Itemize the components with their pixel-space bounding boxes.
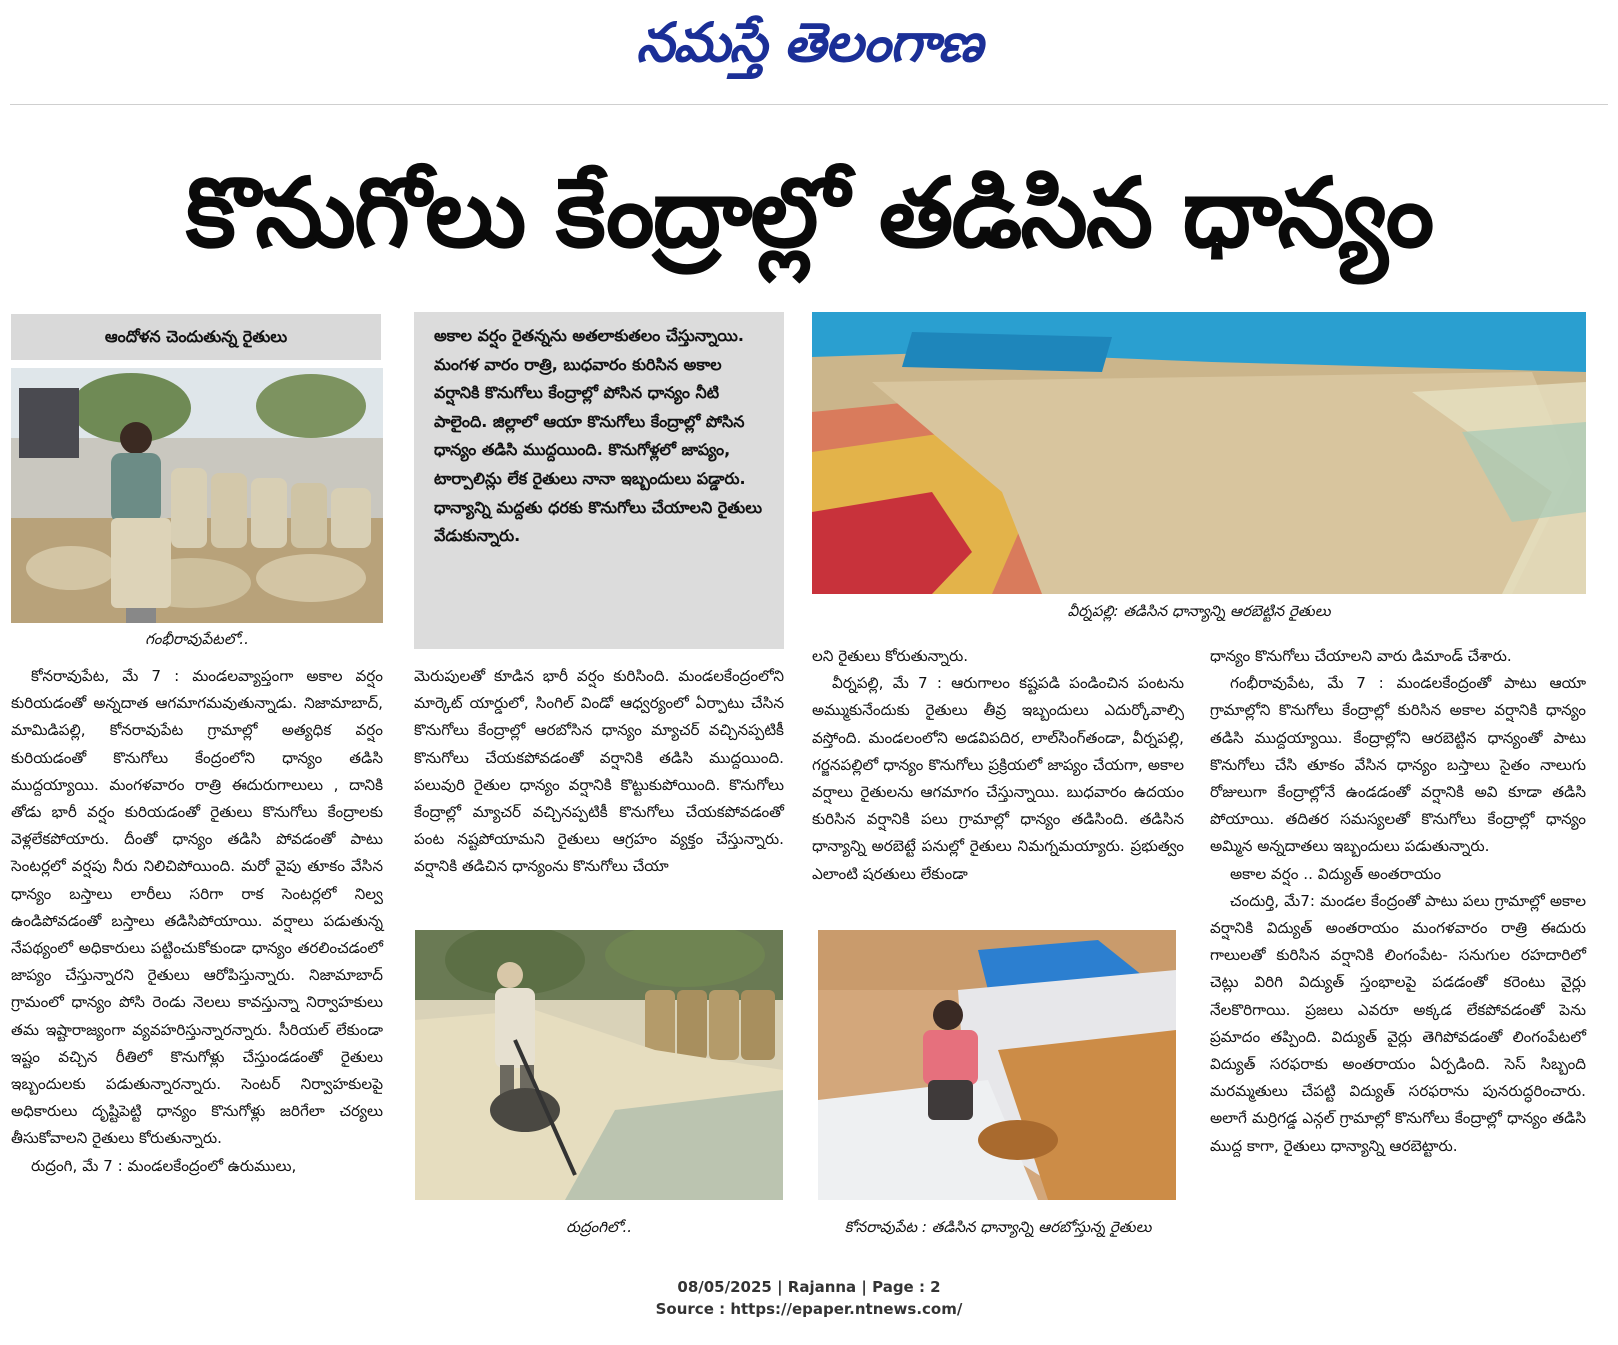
headline: కొనుగోలు కేంద్రాల్లో తడిసిన ధాన్యం [185, 157, 1433, 269]
photo-rudrangi [415, 930, 783, 1200]
col4-subtitle: అకాల వర్షం .. విద్యుత్ అంతరాయం [1230, 864, 1442, 883]
col3-photo2-caption: కోనరావుపేట : తడిసిన ధాన్యాన్ని ఆరబోస్తున్న రైతులు [844, 1218, 1152, 1236]
col2-paragraph: మెరుపులతో కూడిన భారీ వర్షం కురిసింది. మండలకేంద్రంలోని మార్కెట్ యార్డులో, సింగిల్ విండో ఆధ్వర్యంలో ఏర్పాటు చేసిన కొనుగోలు కేంద్రాల్లో ఆరబోసిన ధాన్యం మ్యాచర్ వచ్చినప్పటికీ కొనుగోలు చేయకపోవడంతో వర్షానికి తడిసి ముద్దయింది. పలువురి రైతుల ధాన్యం వర్షానికి కొట్టుకుపోయింది. కొనుగోలు కేంద్రాల్లో మ్యాచర్ వచ్చినప్పటికీ కొనుగోలు చేయకపోవడంతో పంట నష్టపోయామని రైతులు ఆగ్రహం వ్యక్తం చేస్తున్నారు. వర్షానికి తడిచిన ధాన్యంను కొనుగోలు చేయా [414, 667, 784, 876]
col3-paragraph: వీర్నపల్లి, మే 7 : ఆరుగాలం కష్టపడి పండించిన పంటను అమ్ముకునేందుకు రైతులు తీవ్ర ఇబ్బందులు ఎదుర్కోవాల్సి వస్తోంది. మండలంలోని అడవిపదిర, లాల్‌సింగ్‌తండా, వీర్నపల్లి, గర్జనపల్లిలో ధాన్యం కొనుగోలు ప్రక్రియలో జాప్యం చేయగా, అకాల వర్షాలు రైతులను ఆగమాగం చేస్తున్నాయి. బుధవారం ఉదయం కురిసిన వర్షానికి పలు గ్రామాల్లో ధాన్యం తడిసింది. తడిసిన ధాన్యాన్ని అరబెట్టే పనుల్లో రైతులు నిమగ్నమయ్యారు. ప్రభుత్వం ఎలాంటి షరతులు లేకుండా [812, 674, 1184, 883]
col4-paragraph: ధాన్యం కొనుగోలు చేయాలని వారు డిమాండ్ చేశారు. [1210, 647, 1512, 665]
footer-source-link[interactable]: Source : https://epaper.ntnews.com/ [655, 1300, 963, 1318]
col4-paragraph: చందుర్తి, మే7: మండల కేంద్రంతో పాటు పలు గ్రామాల్లో అకాల వర్షానికి విద్యుత్ అంతరాయం మంగళవారం రాత్రి ఈదురు గాలులతో కురిసిన వర్షానికి లింగంపేట- సనుగుల రహదారిలో చెట్లు విరిగి విద్యుత్ స్తంభాలపై పడడంతో కరెంటు వైర్లు నేలకొరిగాయి. ప్రజలు ఎవరూ అక్కడ లేకపోవడంతో పెను ప్రమాదం తప్పింది. విద్యుత్ వైర్లు తెగిపోవడంతో లింగంపేటలో విద్యుత్ సరఫరాకు అంతరాయం ఏర్పడింది. సెస్ సిబ్బంది మరమ్మతులు చేపట్టి విద్యుత్ సరఫరాను పునరుద్ధరించారు. అలాగే మర్రిగడ్డ ఎన్గల్ గ్రామాల్లో కొనుగోలు కేంద్రాల్లో ధాన్యం తడిసి ముద్ద కాగా, రైతులు ధాన్యాన్ని ఆరబెట్టారు. [1210, 891, 1586, 1155]
footer [0, 1276, 1618, 1320]
footer-date-edition: 08/05/2025 | Rajanna | Page : 2 [677, 1278, 941, 1296]
col1-subhead: ఆందోళన చెందుతున్న రైతులు [11, 314, 381, 360]
col1-photo-caption: గంభీరావుపేటలో.. [145, 630, 249, 648]
col4-paragraph: గంభీరావుపేట, మే 7 : మండలకేంద్రంతో పాటు ఆయా గ్రామాల్లోని కొనుగోలు కేంద్రాల్లో కురిసిన అకాల వర్షానికి ధాన్యం తడిసి ముద్దయ్యాయి. కేంద్రాల్లోని ఆరబెట్టిన ధాన్యంతో పాటు కొనుగోలు చేసి తూకం వేసిన ధాన్యం బస్తాలు సైతం నాలుగు రోజులుగా కేంద్రాల్లోనే ఉండడంతో వర్షానికి అవి కూడా తడిసి పోయాయి. తదితర సమస్యలతో కొనుగోలు కేంద్రాల్లో ధాన్యం అమ్మిన అన్నదాతలు ఇబ్బందులు పడుతున్నారు. [1210, 674, 1586, 856]
col1-paragraph: రుద్రంగి, మే 7 : మండలకేంద్రంలో ఉరుములు, [31, 1156, 297, 1175]
photo-konaraopet [818, 930, 1176, 1200]
col2-text [414, 663, 784, 881]
col2-summary: అకాల వర్షం రైతన్నను అతలాకుతలం చేస్తున్నాయి. మంగళ వారం రాత్రి, బుధవారం కురిసిన అకాల వర్షానికి కొనుగోలు కేంద్రాల్లో పోసిన ధాన్యం నీటి పాలైంది. జిల్లాలో ఆయా కొనుగోలు కేంద్రాల్లో పోసిన ధాన్యం తడిసి ముద్దయింది. కొనుగోళ్లలో జాప్యం, టార్పాలిన్లు లేక రైతులు నానా ఇబ్బందులు పడ్డారు. ధాన్యాన్ని మద్దతు ధరకు కొనుగోలు చేయాలని రైతులు వేడుకున్నారు. [434, 326, 763, 546]
col4-text [1210, 643, 1586, 1160]
masthead-logo: నమస్తే తెలంగాణ [636, 11, 982, 74]
col1-paragraph: కోనరావుపేట, మే 7 : మండలవ్యాప్తంగా అకాల వర్షం కురియడంతో అన్నదాత ఆగమాగమవుతున్నాడు. నిజామాబాద్, మామిడిపల్లి, కోనరావుపేట గ్రామాల్లో అత్యధిక వర్షం కురియడంతో కొనుగోలు కేంద్రంలోని ధాన్యం తడిసి ముద్దయ్యాయి. మంగళవారం రాత్రి ఈదురుగాలులు , దానికి తోడు భారీ వర్షం కురియడంతో రైతులు కొనుగోలు కేంద్రాలకు వెళ్లలేకపోయారు. దీంతో ధాన్యం తడిసి పోవడంతో పాటు సెంటర్లలో వర్షపు నీరు నిలిచిపోయింది. మరో వైపు తూకం వేసిన ధాన్యం బస్తాలు లారీలు సరిగా రాక సెంటర్లలో నిల్వ ఉండిపోవడంతో బస్తాలు తడిసిపోయాయి. వర్షాలు పడుతున్న నేపథ్యంలో అధికారులు పట్టించుకోకుండా ధాన్యం తరలించడంలో జాప్యం చేస్తున్నారని రైతులు ఆరోపిస్తున్నారు. నిజామాబాద్ గ్రామంలో ధాన్యం పోసి రెండు నెలలు కావస్తున్నా నిర్వాహకులు తమ ఇష్టారాజ్యంగా వ్యవహరిస్తున్నారన్నారు. సీరియల్ లేకుండా ఇష్టం వచ్చిన రీతిలో కొనుగోళ్లు చేస్తుండడంతో రైతులు ఇబ్బందులకు పడుతున్నారన్నారు. సెంటర్ నిర్వాహకులపై అధికారులు దృష్టిపెట్టి ధాన్యం కొనుగోళ్లు జరిగేలా చర్యలు తీసుకోవాలని రైతులు కోరుతున్నారు. [11, 667, 383, 1148]
col2-summary-box [414, 312, 784, 649]
photo-gambhiraopet [11, 368, 383, 623]
col1-text [11, 663, 383, 1180]
col3-paragraph: లని రైతులు కోరుతున్నారు. [812, 647, 969, 665]
col3-text [812, 643, 1184, 888]
col3-photo-caption: వీర్నపల్లి: తడిసిన ధాన్యాన్ని ఆరబెట్టిన రైతులు [1067, 602, 1331, 620]
masthead-divider [10, 104, 1608, 105]
photo-veernapalli [812, 312, 1586, 594]
col2-photo-caption: రుద్రంగిలో.. [566, 1218, 632, 1236]
